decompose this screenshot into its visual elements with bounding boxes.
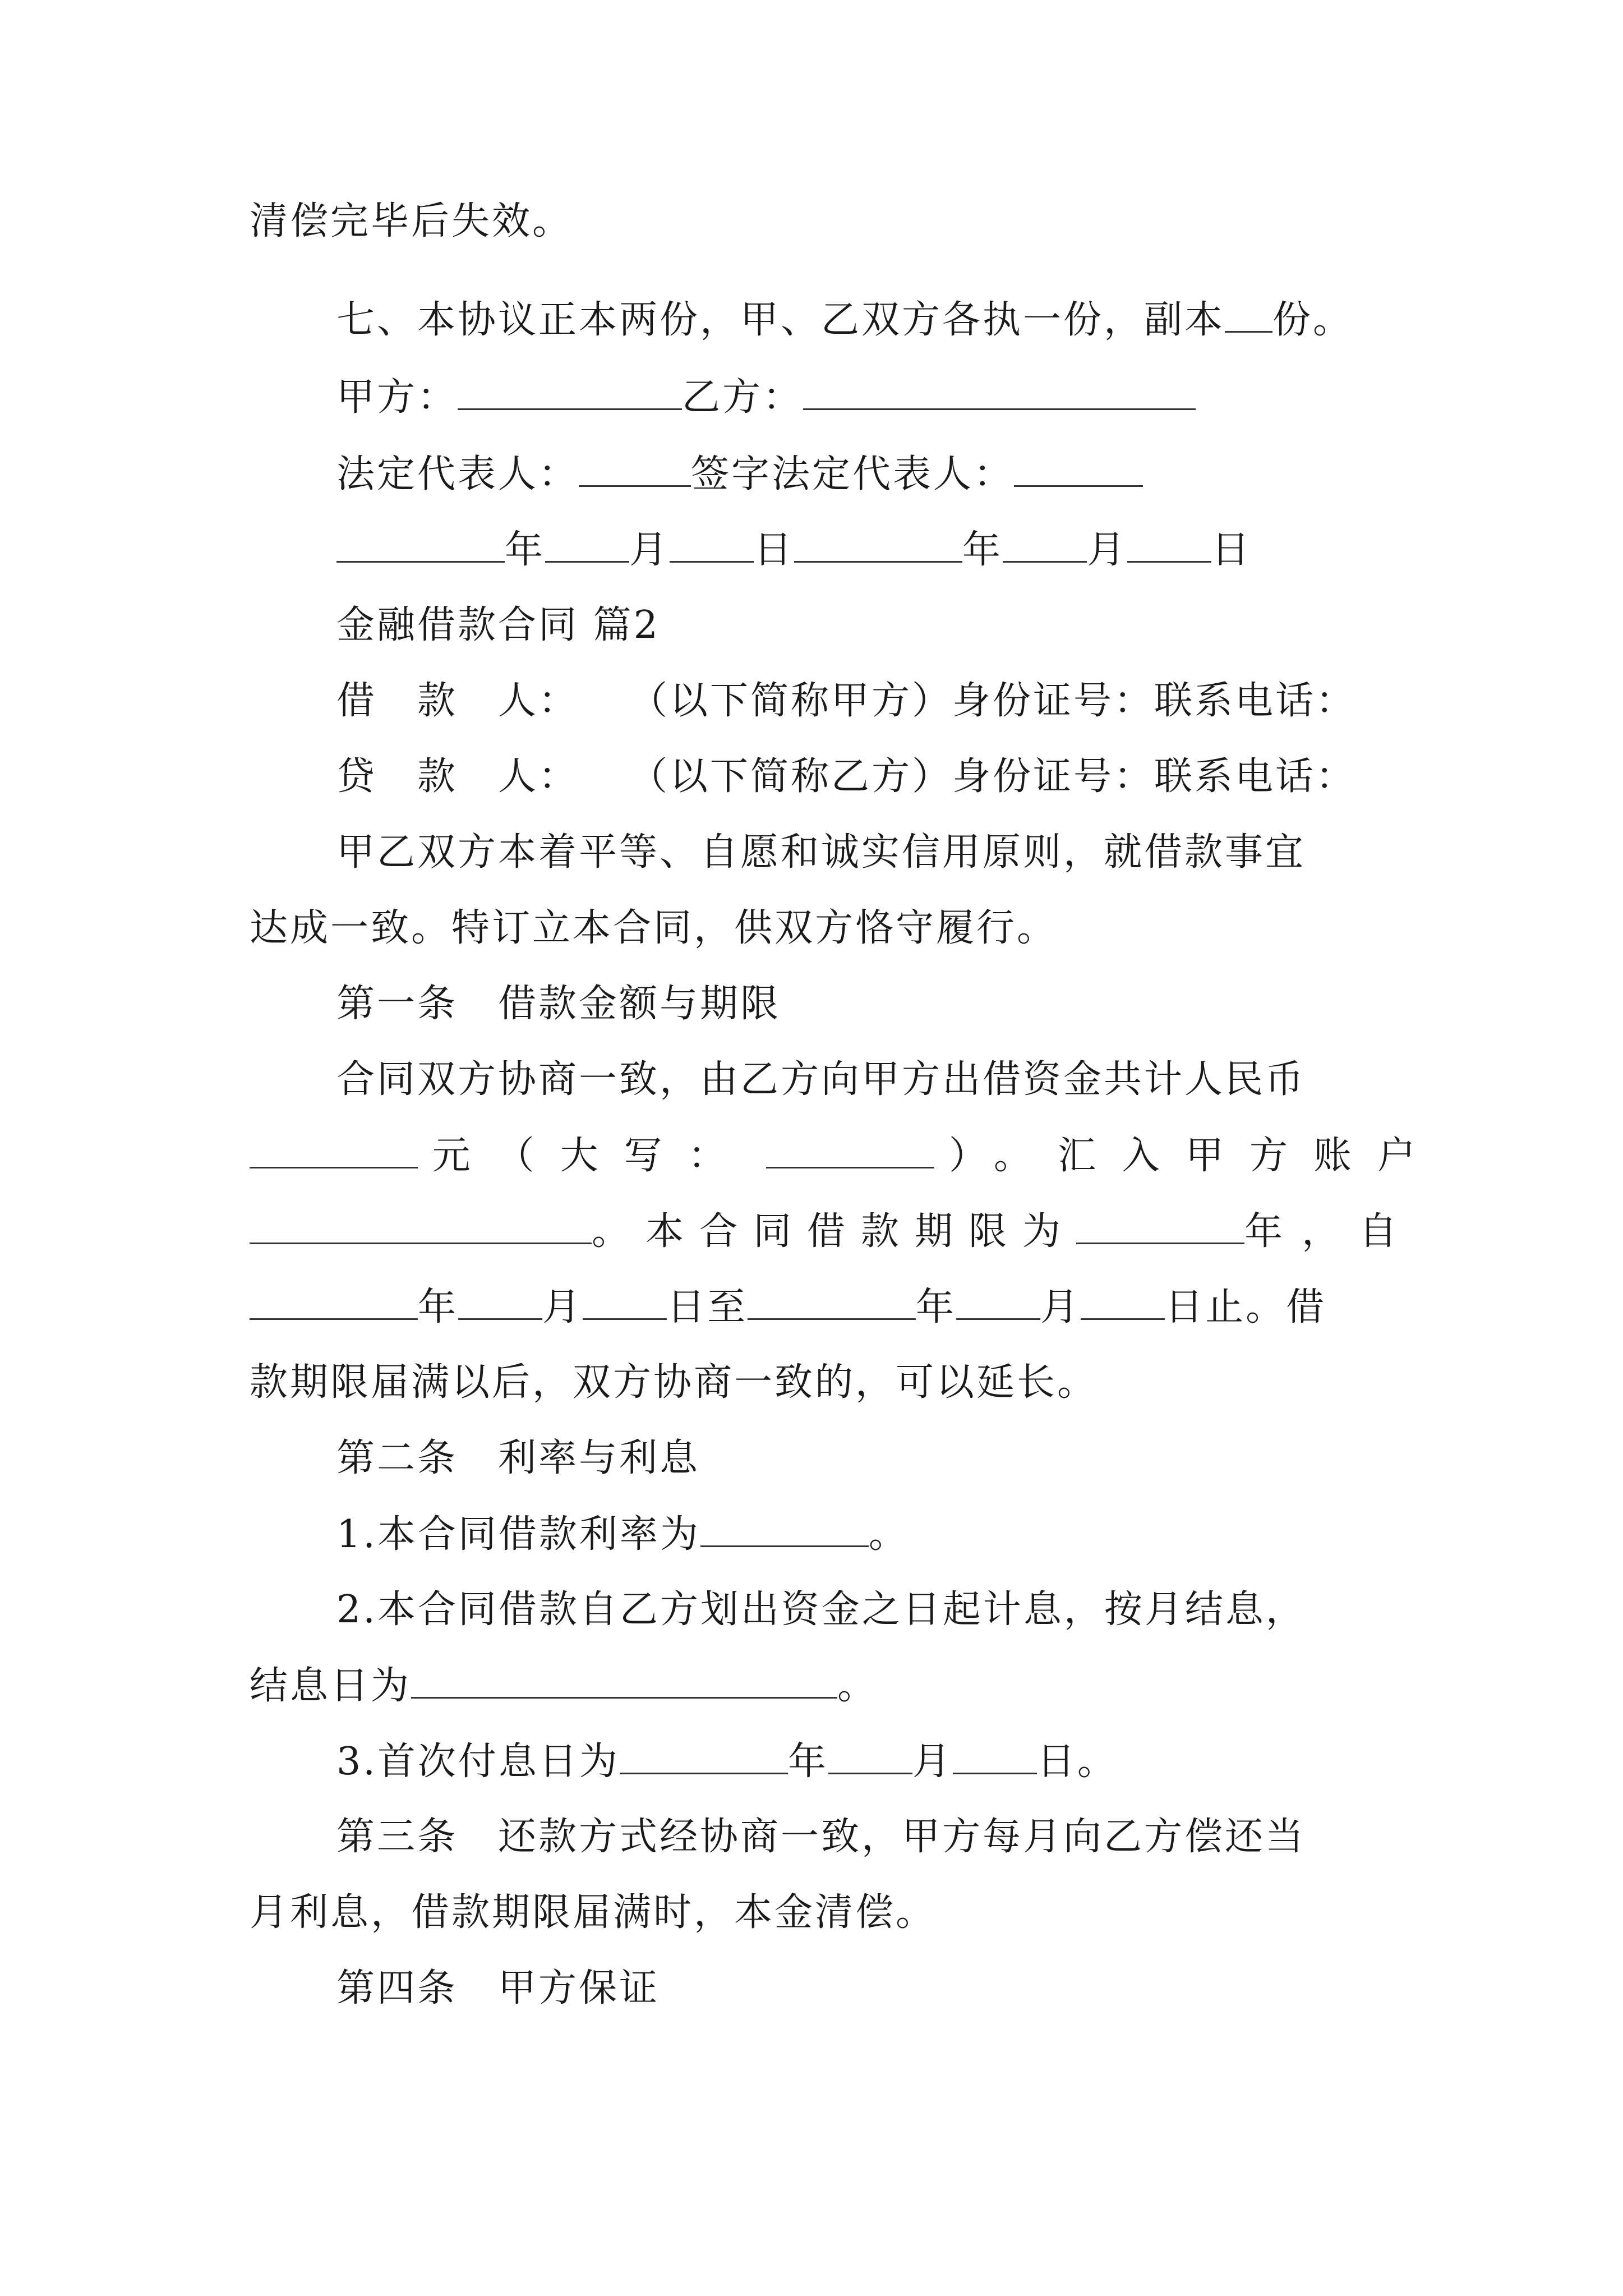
blank-line (766, 1133, 934, 1168)
blank-line (794, 527, 962, 563)
text: 法定代表人： (336, 452, 579, 496)
blank-line (748, 1285, 916, 1320)
text: 达成一致。特订立本合同，供双方恪守履行。 (250, 906, 1058, 950)
date-line (336, 527, 1252, 572)
blank-line (953, 1739, 1037, 1774)
text: 甲乙双方本着平等、自愿和诚实信用原则，就借款事宜 (336, 830, 1306, 875)
text: 。 (837, 1664, 878, 1708)
blank-line (336, 527, 505, 563)
blank-line (458, 1285, 542, 1320)
blank-line (700, 1512, 869, 1547)
text: 。 (868, 1512, 909, 1557)
text-line (250, 1209, 1416, 1254)
text: 结息日为 (250, 1664, 412, 1708)
text-line (250, 1663, 878, 1708)
text: （以下简称乙方）身份证号：联系电话： (629, 754, 1357, 799)
text-line (336, 1057, 1306, 1102)
label: 贷 款 人： (336, 754, 579, 799)
text: 元（大写： (432, 1134, 752, 1178)
text: 。本合同借款期限为 (592, 1209, 1077, 1254)
text-line (250, 199, 573, 244)
section-heading (336, 603, 660, 648)
article-title (336, 1966, 660, 2011)
text-line (336, 297, 1353, 342)
text-line (250, 1890, 936, 1935)
text: 日 (754, 528, 795, 572)
text-line (250, 1285, 1326, 1329)
text-line (336, 1739, 1118, 1784)
blank-line (1003, 527, 1087, 563)
text: 款期限届满以后，双方协商一致的，可以延长。 (250, 1360, 1098, 1405)
text: 第四条 甲方保证 (336, 1966, 660, 2010)
text: 乙方： (682, 375, 804, 420)
blank-line (458, 375, 682, 410)
article-title (336, 982, 781, 1027)
text-line (336, 1815, 1306, 1860)
text-line (336, 1588, 1306, 1632)
blank-line (579, 452, 691, 487)
text: 签字法定代表人： (691, 452, 1015, 496)
text-line (336, 452, 1143, 496)
text: 日至 (667, 1285, 748, 1329)
text: 年 (418, 1285, 459, 1329)
text: 日 (1211, 528, 1252, 572)
text: 第一条 借款金额与期限 (336, 982, 781, 1026)
text: 月 (912, 1740, 953, 1784)
text: 合同双方协商一致，由乙方向甲方出借资金共计人民币 (336, 1057, 1306, 1102)
text: （以下简称甲方）身份证号：联系电话： (629, 679, 1357, 723)
text: 日。 (1036, 1740, 1118, 1784)
text: ）。汇入甲方账户 (948, 1134, 1441, 1178)
blank-line (1081, 1285, 1165, 1320)
text: 月 (1087, 528, 1128, 572)
text-line (336, 679, 1356, 724)
text: 七、本协议正本两份，甲、乙双方各执一份，副本 (336, 298, 1225, 342)
blank-line (250, 1285, 418, 1320)
text: 甲方： (336, 375, 458, 420)
blank-line (250, 1209, 592, 1244)
text-line (336, 754, 1356, 799)
blank-line (1076, 1209, 1244, 1244)
blank-line (545, 527, 629, 563)
blank-line (583, 1285, 667, 1320)
text: 日止。借 (1165, 1285, 1327, 1329)
blank-line (828, 1739, 912, 1774)
text: 3.首次付息日为 (336, 1740, 620, 1784)
text: 月 (542, 1285, 583, 1329)
text-line (250, 906, 1057, 951)
blank-line (670, 527, 754, 563)
blank-line (1225, 297, 1272, 333)
article-title (336, 1436, 700, 1481)
label: 借 款 人： (336, 679, 579, 723)
blank-line (956, 1285, 1040, 1320)
text-line (250, 1133, 1441, 1178)
blank-line (1127, 527, 1211, 563)
text-line (336, 375, 1196, 420)
text: 2.本合同借款自乙方划出资金之日起计息，按月结息， (336, 1588, 1306, 1632)
text: 第二条 利率与利息 (336, 1436, 700, 1480)
text: 年，自 (1244, 1209, 1417, 1254)
heading: 金融借款合同 篇2 (336, 603, 660, 647)
text: 年 (916, 1285, 957, 1329)
text-line (250, 1360, 1098, 1405)
blank-line (1014, 452, 1143, 487)
text-line (336, 830, 1306, 875)
text: 年 (505, 528, 546, 572)
blank-line (620, 1739, 788, 1774)
text: 月 (629, 528, 670, 572)
text-line (336, 1512, 909, 1557)
text: 年 (787, 1740, 828, 1784)
text: 份。 (1272, 298, 1354, 342)
blank-line (803, 375, 1196, 410)
blank-line (411, 1663, 837, 1699)
text: 清偿完毕后失效。 (250, 199, 573, 243)
text: 第三条 还款方式经协商一致，甲方每月向乙方偿还当 (336, 1815, 1306, 1859)
text: 月利息，借款期限届满时，本金清偿。 (250, 1890, 937, 1935)
blank-line (250, 1133, 418, 1168)
text: 月 (1040, 1285, 1081, 1329)
text: 1.本合同借款利率为 (336, 1512, 700, 1557)
text: 年 (962, 528, 1003, 572)
